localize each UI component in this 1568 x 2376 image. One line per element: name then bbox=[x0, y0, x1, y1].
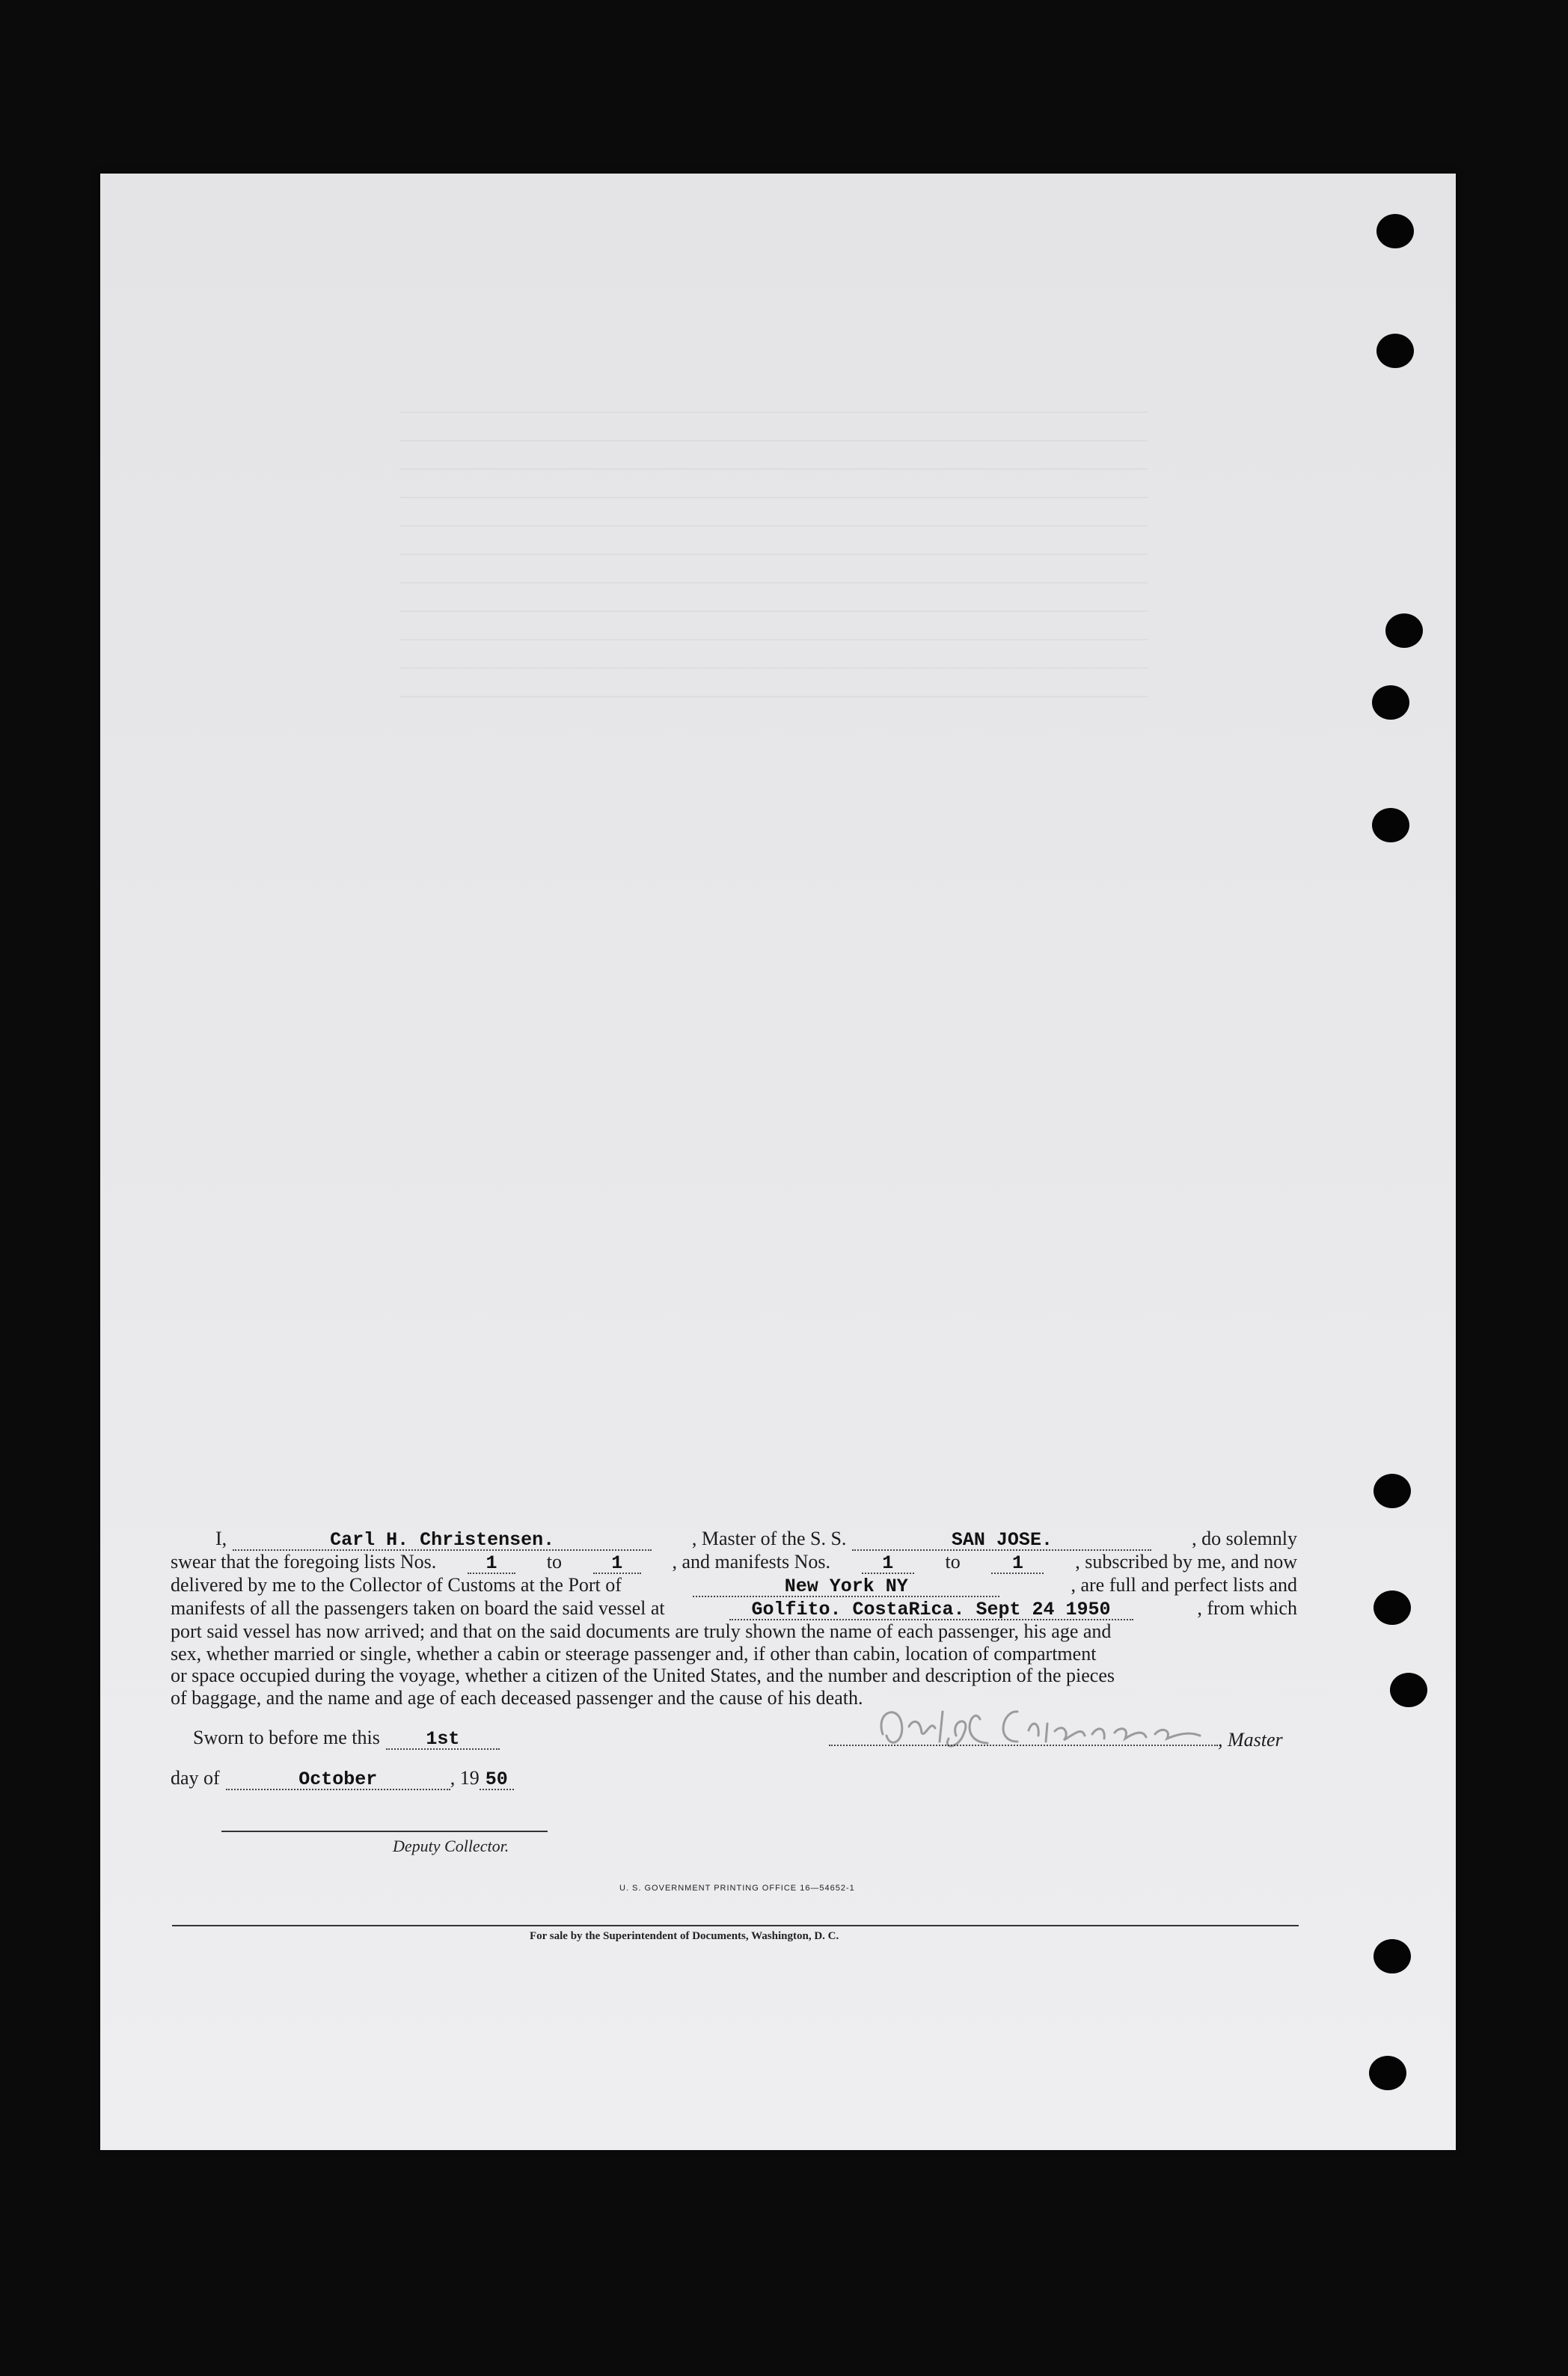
sworn-day-field[interactable]: 1st bbox=[386, 1730, 500, 1750]
manifest-page bbox=[100, 174, 1456, 2150]
sworn-label: Sworn to before me this bbox=[193, 1727, 380, 1748]
manifest-from-field[interactable]: 1 bbox=[862, 1555, 914, 1574]
punch-hole bbox=[1372, 685, 1409, 720]
oath-text: , Master of the S. S. bbox=[691, 1528, 847, 1549]
master-name-field[interactable]: Carl H. Christensen. bbox=[233, 1531, 652, 1551]
oath-text: , from which bbox=[1197, 1597, 1297, 1619]
oath-line-7: or space occupied during the voyage, whether a citizen of the United States, and the number and description of the pieces bbox=[171, 1665, 1115, 1686]
oath-line-6: sex, whether married or single, whether a cabin or steerage passenger and, if other than cabin, location of compartment bbox=[171, 1642, 1097, 1665]
punch-hole bbox=[1376, 334, 1414, 368]
punch-hole bbox=[1376, 214, 1414, 248]
oath-text: swear that the foregoing lists Nos. bbox=[171, 1551, 437, 1573]
manifest-to-field[interactable]: 1 bbox=[991, 1555, 1044, 1574]
list-from-field[interactable]: 1 bbox=[468, 1555, 515, 1574]
vessel-name-field[interactable]: SAN JOSE. bbox=[852, 1531, 1151, 1551]
oath-text: , do solemnly bbox=[1192, 1528, 1297, 1549]
sworn-line bbox=[193, 1727, 500, 1750]
oath-text: to bbox=[546, 1551, 562, 1573]
deputy-collector-label: Deputy Collector. bbox=[393, 1837, 509, 1855]
oath-text: delivered by me to the Collector of Customs at the Port of bbox=[171, 1574, 622, 1596]
punch-hole bbox=[1390, 1673, 1427, 1707]
bleed-through-texture bbox=[399, 398, 1148, 697]
day-of-line bbox=[171, 1767, 514, 1790]
day-of-label: day of bbox=[171, 1767, 220, 1789]
oath-text: , are full and perfect lists and bbox=[1071, 1574, 1297, 1596]
footer-rule bbox=[172, 1925, 1299, 1926]
oath-line-2 bbox=[171, 1551, 1297, 1574]
punch-hole bbox=[1373, 1474, 1411, 1508]
list-to-field[interactable]: 1 bbox=[593, 1555, 641, 1574]
punch-hole bbox=[1385, 613, 1423, 648]
oath-text: , and manifests Nos. bbox=[672, 1551, 831, 1573]
punch-hole bbox=[1369, 2056, 1406, 2090]
sworn-month-field[interactable]: October bbox=[226, 1771, 450, 1790]
master-label: , Master bbox=[1218, 1729, 1283, 1751]
punch-hole bbox=[1373, 1939, 1411, 1974]
oath-line-3 bbox=[171, 1574, 1297, 1597]
oath-text: to bbox=[945, 1551, 961, 1573]
port-field[interactable]: New York NY bbox=[693, 1578, 999, 1597]
deputy-signature-line[interactable] bbox=[221, 1831, 548, 1832]
oath-text: , subscribed by me, and now bbox=[1075, 1551, 1297, 1573]
master-oath-paragraph bbox=[171, 1528, 1297, 1709]
for-sale-notice: For sale by the Superintendent of Documents, Washington, D. C. bbox=[530, 1930, 839, 1942]
handwritten-signature bbox=[868, 1689, 1257, 1764]
oath-line-1 bbox=[171, 1528, 1297, 1551]
gpo-imprint: U. S. GOVERNMENT PRINTING OFFICE 16—54652-1 bbox=[619, 1884, 855, 1893]
oath-line-5: port said vessel has now arrived; and that on the said documents are truly shown the name of each passenger, his age and bbox=[171, 1620, 1112, 1642]
sworn-year-field[interactable]: 50 bbox=[480, 1771, 514, 1790]
oath-line-8: of baggage, and the name and age of each deceased passenger and the cause of his death. bbox=[171, 1686, 863, 1709]
oath-text: I, bbox=[215, 1528, 227, 1549]
year-prefix: , 19 bbox=[450, 1767, 480, 1789]
oath-text: manifests of all the passengers taken on board the said vessel at bbox=[171, 1597, 665, 1619]
departure-field[interactable]: Golfito. CostaRica. Sept 24 1950 bbox=[729, 1601, 1133, 1620]
punch-hole bbox=[1372, 808, 1409, 842]
punch-hole bbox=[1373, 1590, 1411, 1625]
oath-line-4 bbox=[171, 1597, 1297, 1620]
